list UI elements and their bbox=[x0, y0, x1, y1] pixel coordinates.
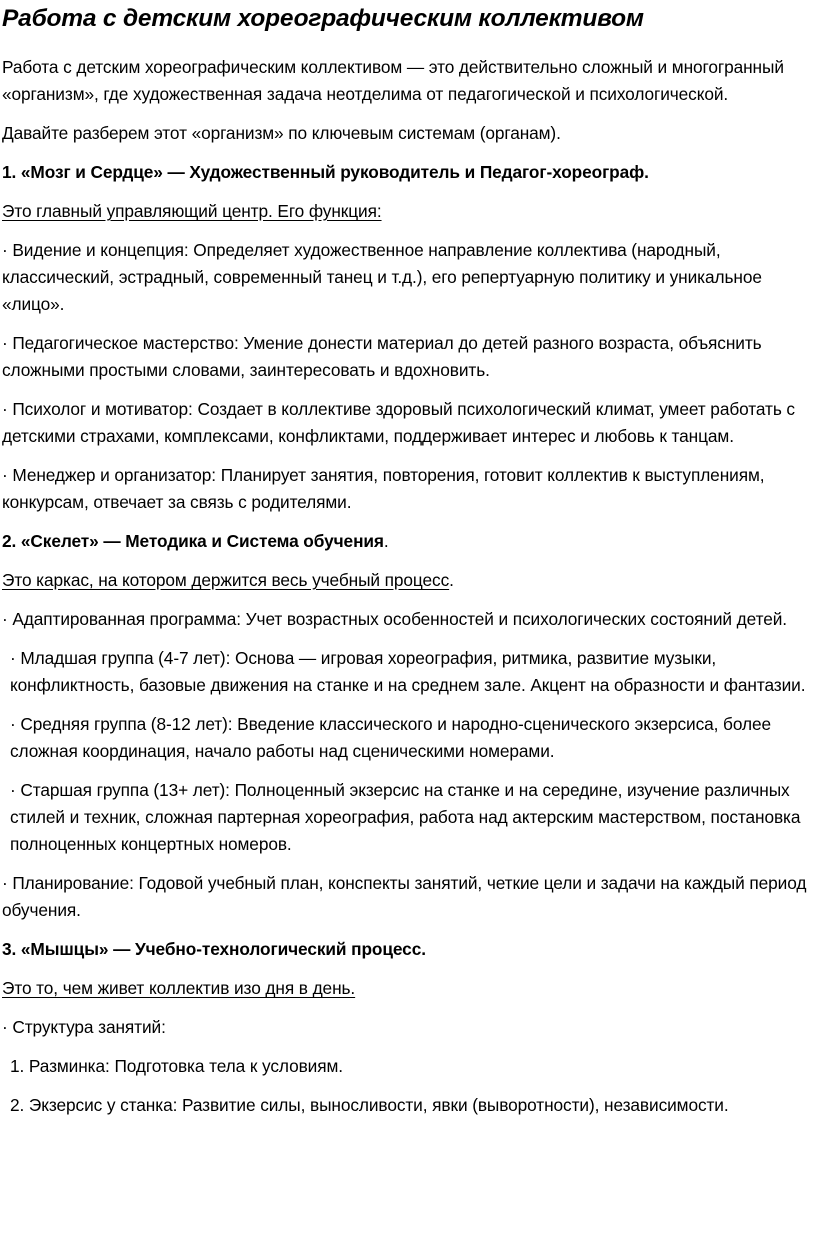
section-1-item: · Психолог и мотиватор: Создает в коллективе здоровый психологический климат, умеет работать с детскими страхами, комплексами, конфликтами, поддерживает интерес и любовь к танцам. bbox=[2, 399, 795, 446]
section-3-heading: 3. «Мышцы» — Учебно-технологический процесс. bbox=[2, 939, 426, 959]
section-1-subheading: Это главный управляющий центр. Его функция: bbox=[2, 201, 382, 221]
section-2-item: · Адаптированная программа: Учет возрастных особенностей и психологических состояний детей. bbox=[2, 609, 787, 629]
section-2-heading-line bbox=[2, 528, 816, 555]
section-2-subitem: · Средняя группа (8-12 лет): Введение классического и народно-сценического экзерсиса, более сложная координация, начало работы над сценическими номерами. bbox=[10, 714, 771, 761]
section-2-subheading: Это каркас, на котором держится весь учебный процесс bbox=[2, 570, 450, 590]
section-3-subheading: Это то, чем живет коллектив изо дня в день. bbox=[2, 978, 356, 998]
section-3-item: · Структура занятий: bbox=[2, 1017, 166, 1037]
page-title: Работа с детским хореографическим коллективом bbox=[2, 5, 644, 32]
section-1-item: · Видение и концепция: Определяет художественное направление коллектива (народный, классический, эстрадный, современный танец и т.д.), его репертуарную политику и уникальное «лицо». bbox=[2, 240, 762, 314]
section-2-item: · Планирование: Годовой учебный план, конспекты занятий, четкие цели и задачи на каждый период обучения. bbox=[2, 873, 807, 920]
section-1-item: · Менеджер и организатор: Планирует занятия, повторения, готовит коллектив к выступлениям, конкурсам, отвечает за связь с родителями. bbox=[2, 465, 765, 512]
section-2-subitem: · Старшая группа (13+ лет): Полноценный экзерсис на станке и на середине, изучение различных стилей и техник, сложная партерная хореография, работа над актерским мастерством, постановка полноценных концертных номеров. bbox=[10, 780, 801, 854]
section-3-subitem: 1. Разминка: Подготовка тела к условиям. bbox=[10, 1056, 343, 1076]
section-3-subitem: 2. Экзерсис у станка: Развитие силы, выносливости, явки (выворотности), независимости. bbox=[10, 1095, 729, 1115]
section-1-item: · Педагогическое мастерство: Умение донести материал до детей разного возраста, объяснить сложными простыми словами, заинтересовать и вдохновить. bbox=[2, 333, 762, 380]
intro-paragraph-2: Давайте разберем этот «организм» по ключевым системам (органам). bbox=[2, 123, 561, 143]
intro-paragraph: Работа с детским хореографическим коллективом — это действительно сложный и многогранный «организм», где художественная задача неотделима от педагогической и психологической. bbox=[2, 57, 784, 104]
section-1-heading: 1. «Мозг и Сердце» — Художественный руководитель и Педагог-хореограф. bbox=[2, 162, 649, 182]
section-2-subheading-dot: . bbox=[449, 570, 454, 590]
section-2-heading-dot: . bbox=[383, 531, 389, 551]
section-2-subitem: · Младшая группа (4-7 лет): Основа — игровая хореография, ритмика, развитие музыки, конфликтность, базовые движения на станке и на среднем зале. Акцент на образности и фантазии. bbox=[10, 648, 806, 695]
section-2-subheading-line bbox=[2, 567, 816, 594]
section-2-heading: 2. «Скелет» — Методика и Система обучения bbox=[2, 531, 384, 551]
